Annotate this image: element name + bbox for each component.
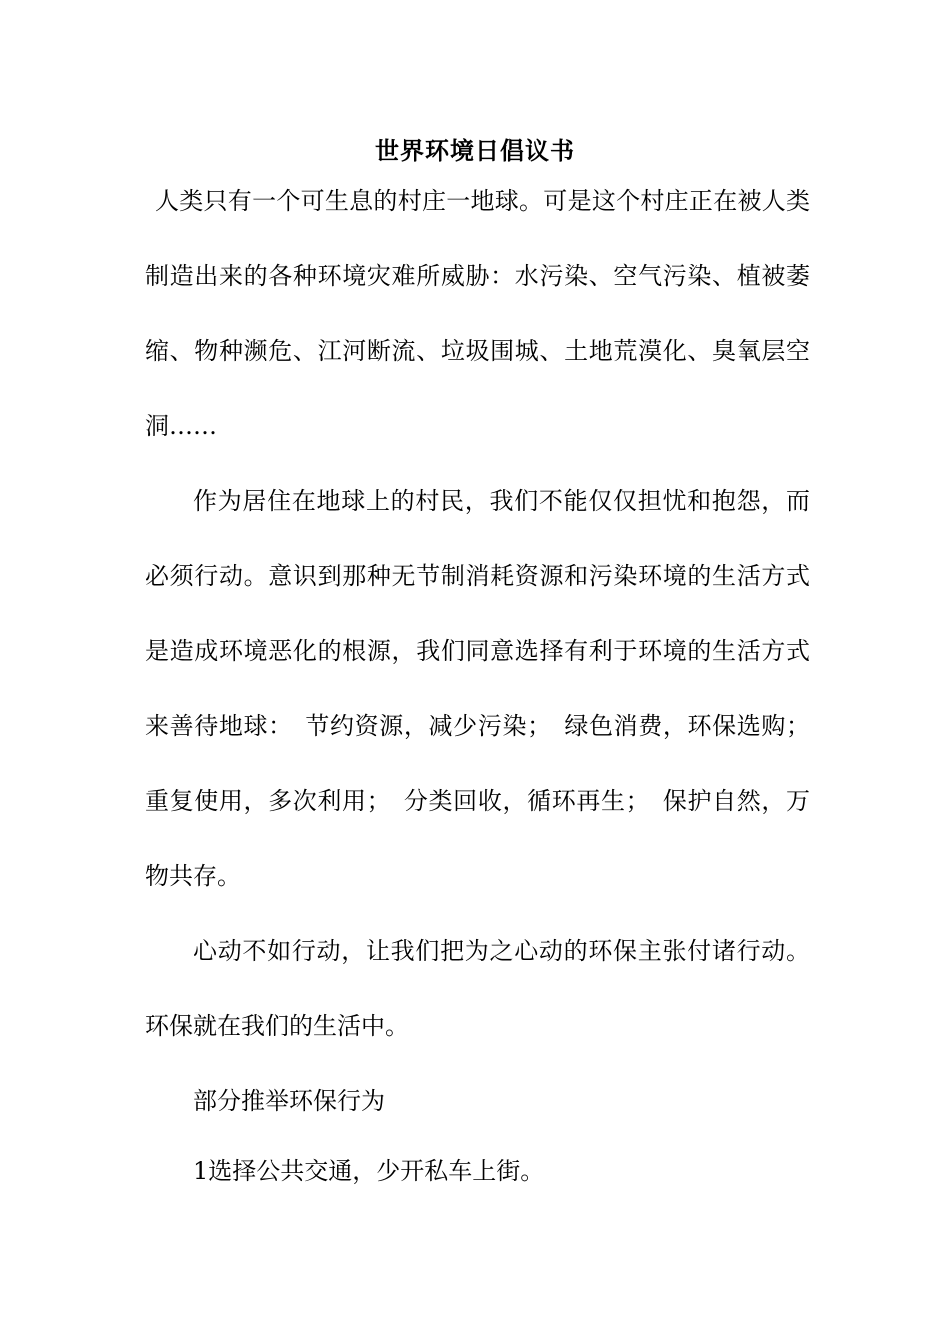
list-item-public-transport: 1选择公共交通，少开私车上街。 <box>193 1157 545 1185</box>
paragraph-act-now: 心动不如行动，让我们把为之心动的环保主张付诸行动。环保就在我们的生活中。 <box>145 937 810 1040</box>
paragraph-call-to-action: 作为居住在地球上的村民，我们不能仅仅担忧和抱怨，而必须行动。意识到那种无节制消耗资源和污染环境的生活方式是造成环境恶化的根源，我们同意选择有利于环境的生活方式来善待地球： 节约资源，减少污染； 绿色消费，环保选购；重复使用，多次利用； 分类回收，循环再生； 保护自然，万物共存。 <box>145 487 810 890</box>
paragraph-environment-threats: 人类只有一个可生息的村庄一地球。可是这个村庄正在被人类制造出来的各种环境灾难所威胁：水污染、空气污染、植被萎缩、物种濒危、江河断流、垃圾围城、土地荒漠化、臭氧层空洞…… <box>145 187 810 440</box>
section-heading-recommended-actions: 部分推举环保行为 <box>193 1087 385 1115</box>
document-title: 世界环境日倡议书 <box>375 136 575 165</box>
